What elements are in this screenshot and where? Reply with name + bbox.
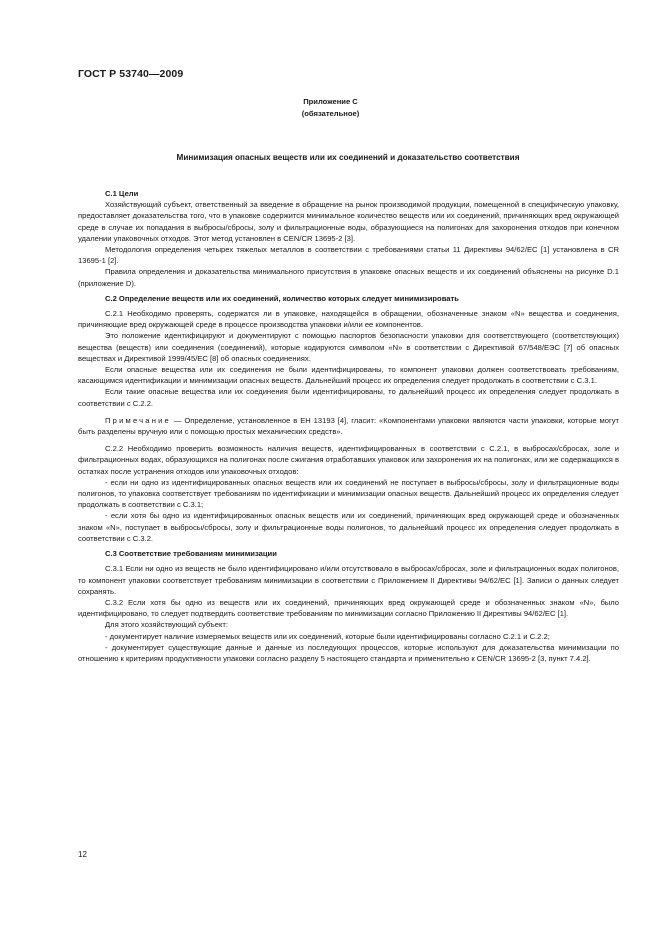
list-item: - документирует существующие данные и данные из последующих процессов, которые используют для доказательства минимизации по отношению к критериям продуктивности упаковки согласно разделу 5 настоящего стандарта и применительно к CEN/CR 13695-2 [3, пункт 7.4.2].: [78, 642, 619, 663]
paragraph: Для этого хозяйствующий субъект:: [105, 620, 228, 630]
paragraph: С.2.1 Необходимо проверять, содержатся ли в упаковке, находящейся в обращении, обозначенные знаком «N» вещества и соединения, причиняющие вред окружающей среде в процессе производства упаковки и/или ее компонентов.: [78, 309, 619, 330]
page-number: 12: [78, 850, 87, 859]
annex-title: Приложение С: [303, 97, 358, 106]
annex-type: (обязательное): [301, 109, 360, 118]
section-heading-c2: С.2 Определение веществ или их соединений, количество которых следует минимизировать: [105, 293, 459, 303]
note-text: — Определение, установленное в ЕН 13193 [4], гласит: «Компонентами упаковки являются части упаковки, которые могут быть разделены вручную или с помощью простых механических средств».: [78, 415, 619, 437]
list-item: - документирует наличие измеряемых веществ или их соединений, которые были идентифицированы согласно С.2.1 и С.2.2;: [105, 631, 550, 641]
section-heading-c3: С.3 Соответствие требованиям минимизации: [105, 549, 277, 559]
note-label: Примечание: [105, 415, 171, 425]
paragraph: Методология определения четырех тяжелых металлов в соответствии с требованиями статьи 11 Директивы 94/62/ЕС [1] установлена в CR 13695-1 [2].: [78, 245, 619, 266]
paragraph: Если такие опасные вещества или их соединения были идентифицированы, то дальнейший процесс их определения следует продолжать в соответствии с С.2.2.: [78, 387, 619, 408]
paragraph: Хозяйствующий субъект, ответственный за введение в обращение на рынок производимой продукции, помещенной в специфическую упаковку, предоставляет доказательства того, что в упаковке содержится минимальное количество веществ или их соединений, причиняющих вред окружающей среде в случае их попадания в выбросы/сбросы, золу и фильтрационные воды, образующиеся на полигонах для захоронения отходов при конечном удалении упаковочных отходов. Этот метод установлен в CEN/CR 13695-2 [3].: [78, 200, 619, 243]
list-item: - если ни одно из идентифицированных опасных веществ или их соединений не поступает в выбросы/сбросы, золу и фильтрационные воды полигонов, то упаковка соответствует требованиям по идентификации и минимизации опасных веществ. Дальнейший процесс их определения следует продолжать в соответствии с С.3.1;: [78, 477, 619, 510]
paragraph: С.3.1 Если ни одно из веществ не было идентифицировано и/или отсутствовало в выбросах/сбросах, золе и фильтрационных водах полигонов, то компонент упаковки соответствует требованиям минимизации в соответствии с Приложением II Директивы 94/62/ЕС [1]. Записи о данных следует сохранять.: [78, 564, 619, 596]
paragraph: Правила определения и доказательства минимального присутствия в упаковке опасных веществ и их соединений объяснены на рисунке D.1 (приложение D).: [78, 267, 619, 288]
document-body: [78, 188, 619, 664]
paragraph: Если опасные вещества или их соединения не были идентифицированы, то компонент упаковки должен соответствовать требованиям, касающимся идентификации и минимизации опасных веществ. Дальнейший процесс их определения следует продолжать в соответствии с С.3.1.: [78, 365, 619, 386]
paragraph: С.3.2 Если хотя бы одно из веществ или их соединений, причиняющих вред окружающей среде и обозначенных знаком «N», было идентифицировано, то следует подтвердить соответствие требованиям по минимизации согласно Приложению II Директивы 94/62/ЕС [1].: [78, 597, 619, 619]
note: [78, 415, 619, 437]
list-item: - если хотя бы одно из идентифицированных опасных веществ или их соединений, причиняющих вред окружающей среде и обозначенных знаком «N», поступает в выбросы/сбросы, золу и фильтрационные воды полигонов, то дальнейший процесс их определения следует продолжать в соответствии с С.3.2.: [78, 511, 619, 543]
paragraph: Это положение идентифицируют и документируют с помощью паспортов безопасности упаковки для соответствующего (соответствующих) вещества (веществ) или соединения (соединений), которые кодируются символом «N» в соответствии с Директивой 67/548/ЕЭС [7] об опасных веществах и Директивой 1999/45/ЕС [8] об опасных соединениях.: [78, 331, 619, 363]
document-title: Минимизация опасных веществ или их соединений и доказательство соответствия: [176, 153, 520, 162]
section-heading-c1: С.1 Цели: [105, 189, 139, 198]
standard-header: ГОСТ Р 53740—2009: [78, 68, 184, 80]
paragraph: С.2.2 Необходимо проверить возможность наличия веществ, идентифицированных в соответствии с С.2.1, в выбросах/сбросах, золе и фильтрационных водах, образующихся на полигонах после сжигания отработавших упаковок или захоронения их на полигонах, или же содержащихся в остатках после устранения отходов или упаковочных отходов:: [78, 444, 620, 476]
